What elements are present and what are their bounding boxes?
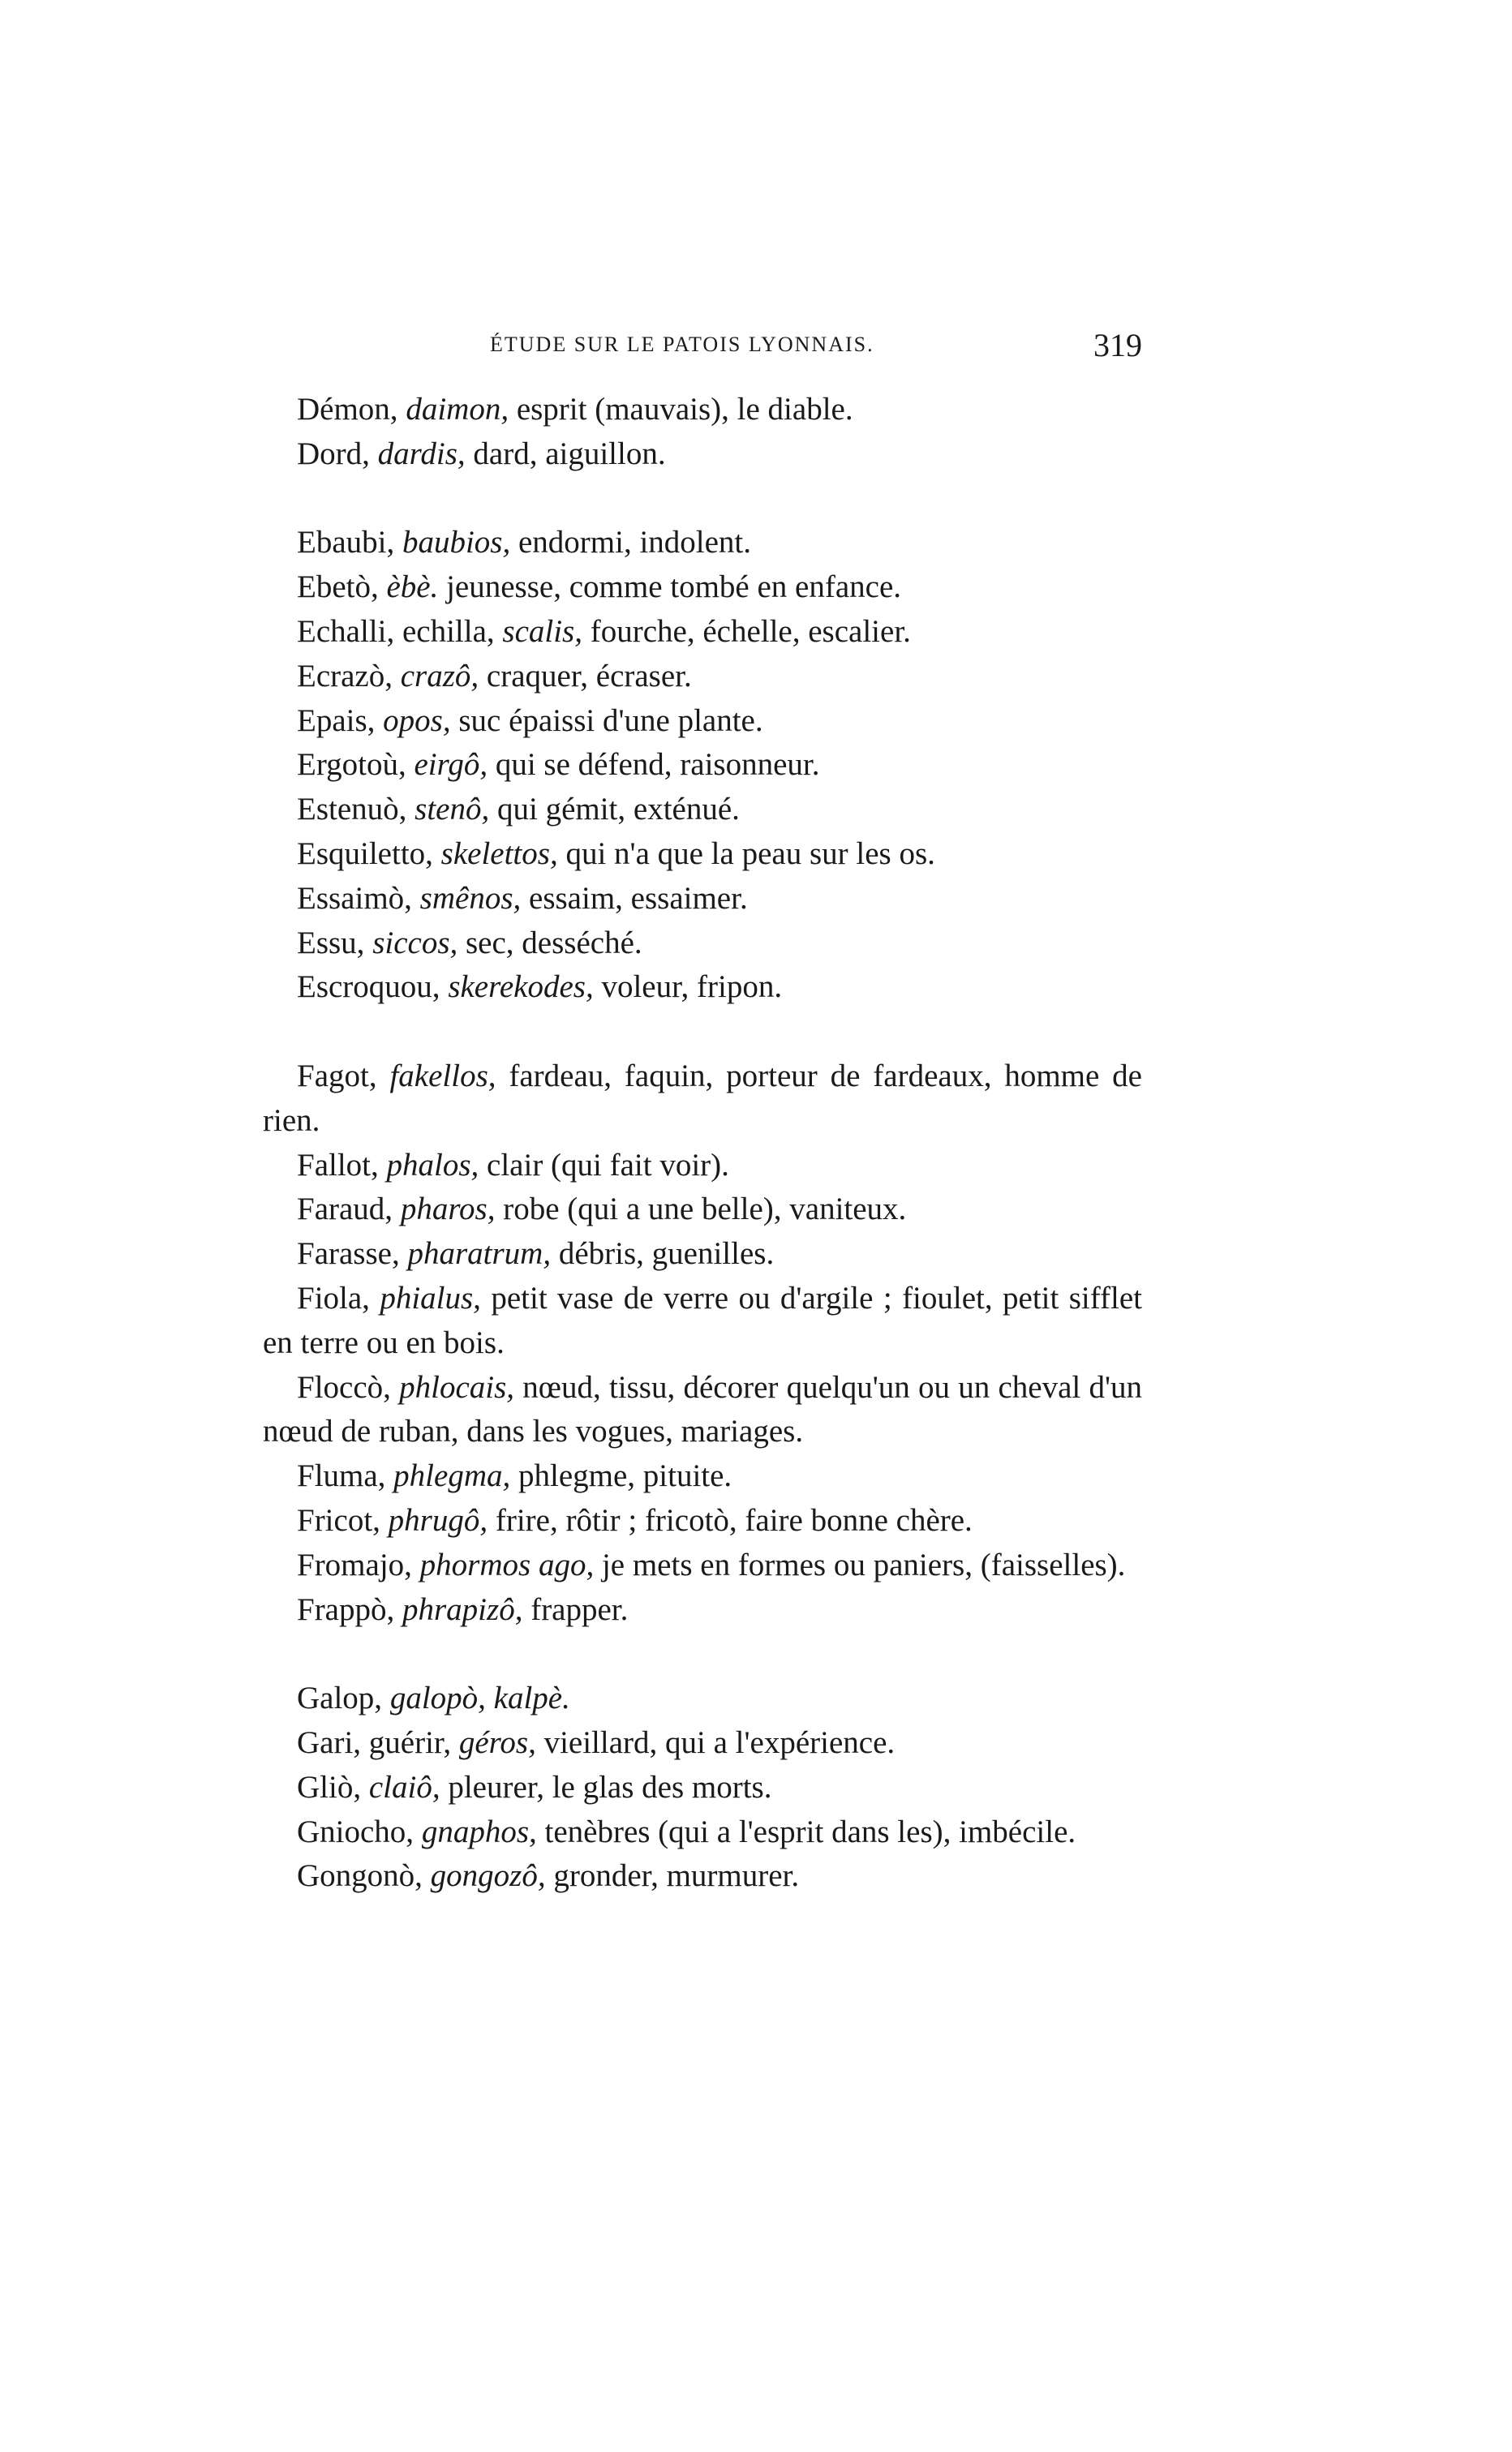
glossary-entry (263, 1544, 1142, 1588)
entry-gloss: je mets en formes ou paniers, (faisselles). (594, 1547, 1126, 1582)
glossary-entry (263, 788, 1142, 832)
entry-etymon: pharatrum, (407, 1236, 552, 1272)
entry-gloss: fardeau, faquin, porteur de fardeaux, homme de rien. (263, 1058, 1142, 1138)
entry-gloss: qui gémit, exténué. (489, 792, 740, 827)
entry-etymon: smênos, (419, 880, 522, 916)
glossary-entry (263, 1677, 1142, 1721)
entry-etymon: crazô, (400, 658, 479, 694)
entry-etymon: phormos ago, (419, 1547, 595, 1582)
entry-gloss: esprit (mauvais), le diable. (509, 392, 853, 427)
entry-headword: Fricot, (297, 1502, 389, 1538)
glossary-entry (263, 610, 1142, 655)
running-title: ÉTUDE SUR LE PATOIS LYONNAIS. (490, 333, 874, 356)
entry-gloss: suc épaissi d'une plante. (450, 702, 763, 738)
entry-gloss: essaim, essaimer. (521, 880, 748, 916)
entry-gloss: craquer, écraser. (479, 658, 692, 694)
entry-gloss: nœud, tissu, décorer quelqu'un ou un cheval d'un nœud de ruban, dans les vogues, mariages. (263, 1369, 1142, 1449)
section-gap (263, 477, 1142, 522)
entry-gloss: qui n'a que la peau sur les os. (557, 835, 935, 871)
glossary-entry (263, 1766, 1142, 1810)
entry-etymon: daimon, (406, 392, 509, 427)
entry-headword: Gliò, (297, 1769, 369, 1805)
entry-etymon: stenô, (415, 792, 490, 827)
entry-headword: Démon, (297, 392, 406, 427)
entry-headword: Faraud, (297, 1192, 401, 1227)
entry-gloss: jeunesse, comme tombé en enfance. (438, 569, 902, 605)
entry-gloss: frapper. (522, 1591, 629, 1627)
entry-etymon: scalis, (502, 613, 582, 649)
entry-etymon: baubios, (402, 525, 511, 560)
entry-etymon: skelettos, (440, 835, 558, 871)
glossary-entry (263, 1721, 1142, 1766)
entry-headword: Essu, (297, 925, 373, 960)
glossary-entry (263, 1854, 1142, 1899)
glossary-entry (263, 388, 1142, 432)
section-gap (263, 1010, 1142, 1054)
entry-gloss: débris, guenilles. (551, 1236, 775, 1272)
entry-gloss: vieillard, qui a l'expérience. (535, 1724, 896, 1760)
glossary-entry (263, 565, 1142, 610)
entry-headword: Galop, (297, 1681, 390, 1716)
entry-headword: Ergotoù, (297, 747, 415, 783)
glossary-entry (263, 743, 1142, 788)
entry-headword: Gongonò, (297, 1858, 431, 1894)
glossary-entry (263, 877, 1142, 921)
entry-gloss: qui se défend, raisonneur. (488, 747, 820, 783)
entry-etymon: gongozô, (430, 1858, 546, 1894)
entry-headword: Gniocho, (297, 1814, 422, 1849)
entry-headword: Farasse, (297, 1236, 408, 1272)
entry-etymon: gnaphos, (421, 1814, 537, 1849)
entry-etymon: phalos, (386, 1147, 479, 1183)
entry-etymon: siccos, (372, 925, 458, 960)
section-gap (263, 1632, 1142, 1677)
entry-headword: Essaimò, (297, 880, 420, 916)
glossary-entry (263, 521, 1142, 565)
page-header (263, 327, 1142, 381)
entry-headword: Esquiletto, (297, 835, 441, 871)
glossary-entry (263, 1454, 1142, 1499)
glossary-entry (263, 832, 1142, 877)
entry-gloss: fourche, échelle, escalier. (582, 613, 911, 649)
glossary-entry (263, 1277, 1142, 1366)
page-number: 319 (1093, 327, 1142, 363)
glossary-entry (263, 965, 1142, 1010)
entry-gloss: frire, rôtir ; fricotò, faire bonne chère. (488, 1502, 973, 1538)
entry-headword: Dord, (297, 436, 378, 471)
entry-headword: Epais, (297, 702, 384, 738)
glossary-entry (263, 1144, 1142, 1188)
entry-headword: Echalli, echilla, (297, 613, 503, 649)
glossary-entry (263, 432, 1142, 477)
entry-etymon: claiô, (368, 1769, 440, 1805)
entry-gloss: robe (qui a une belle), vaniteux. (495, 1192, 907, 1227)
entry-headword: Fagot, (297, 1058, 390, 1093)
entry-gloss: dard, aiguillon. (465, 436, 666, 471)
entry-gloss: gronder, murmurer. (545, 1858, 800, 1894)
glossary-entry (263, 1232, 1142, 1277)
entry-etymon: phrugô, (388, 1502, 488, 1538)
glossary-entry (263, 655, 1142, 699)
entry-etymon: phlocais, (399, 1369, 515, 1405)
glossary-entry (263, 699, 1142, 744)
glossary-entry (263, 1810, 1142, 1855)
entry-gloss: petit vase de verre ou d'argile ; fioulet, petit sifflet en terre ou en bois. (263, 1280, 1143, 1360)
entry-etymon: skerekodes, (448, 969, 594, 1005)
entry-headword: Fallot, (297, 1147, 387, 1183)
entry-etymon: dardis, (377, 436, 466, 471)
entry-headword: Floccò, (297, 1369, 400, 1405)
entry-etymon: galopò, kalpè. (389, 1681, 570, 1716)
entry-etymon: eirgô, (414, 747, 488, 783)
entry-etymon: pharos, (400, 1192, 496, 1227)
glossary-text (263, 388, 1142, 1899)
glossary-entry (263, 1366, 1142, 1455)
glossary-entry (263, 1187, 1142, 1232)
glossary-entry (263, 1499, 1142, 1544)
entry-etymon: èbè. (386, 569, 439, 605)
entry-gloss: voleur, fripon. (593, 969, 783, 1005)
entry-headword: Fiola, (297, 1280, 380, 1316)
entry-etymon: phialus, (380, 1280, 481, 1316)
entry-gloss: pleurer, le glas des morts. (440, 1769, 772, 1805)
entry-etymon: phlegma, (393, 1458, 511, 1494)
entry-headword: Escroquou, (297, 969, 449, 1005)
glossary-entry (263, 1054, 1142, 1144)
glossary-entry (263, 1588, 1142, 1633)
entry-gloss: tenèbres (qui a l'esprit dans les), imbécile. (536, 1814, 1076, 1849)
entry-gloss: sec, desséché. (457, 925, 642, 960)
entry-headword: Gari, guérir, (297, 1724, 459, 1760)
entry-headword: Ebetò, (297, 569, 387, 605)
entry-headword: Fluma, (297, 1458, 394, 1494)
entry-etymon: fakellos, (389, 1058, 496, 1093)
entry-gloss: clair (qui fait voir). (479, 1147, 729, 1183)
entry-headword: Ebaubi, (297, 525, 402, 560)
entry-gloss: phlegme, pituite. (510, 1458, 732, 1494)
glossary-entry (263, 921, 1142, 966)
entry-headword: Fromajo, (297, 1547, 420, 1582)
entry-headword: Ecrazò, (297, 658, 401, 694)
entry-etymon: opos, (383, 702, 451, 738)
entry-etymon: géros, (458, 1724, 536, 1760)
entry-headword: Estenuò, (297, 792, 415, 827)
entry-etymon: phrapizô, (402, 1591, 523, 1627)
entry-headword: Frappò, (297, 1591, 402, 1627)
entry-gloss: endormi, indolent. (510, 525, 752, 560)
